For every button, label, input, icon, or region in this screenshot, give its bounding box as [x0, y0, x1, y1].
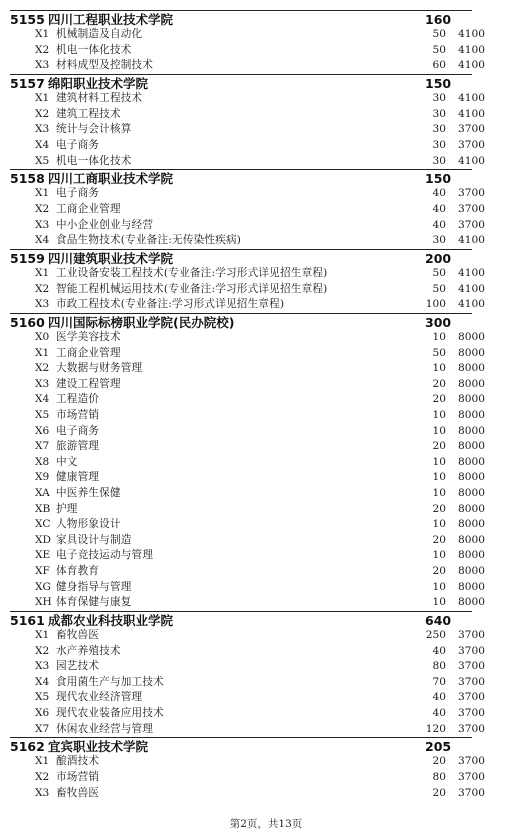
- major-row: [0, 43, 532, 59]
- major-row: [0, 786, 532, 802]
- major-tuition: 3700: [458, 675, 485, 688]
- major-quota: 10: [432, 362, 446, 375]
- major-tuition: 3700: [458, 203, 485, 215]
- major-row: [0, 91, 532, 107]
- major-quota: 60: [432, 59, 446, 72]
- major-name: 电子商务: [56, 424, 100, 437]
- major-tuition: 8000: [458, 424, 485, 437]
- major-tuition: 3700: [458, 722, 485, 735]
- major-row: [0, 580, 532, 596]
- major-name: 电子商务: [56, 187, 100, 200]
- major-tuition: 4100: [458, 59, 485, 72]
- major-code: XF: [35, 565, 50, 577]
- major-row: [0, 706, 532, 722]
- school-total-quota: 640: [425, 612, 452, 628]
- major-name: 体育保健与康复: [56, 596, 132, 609]
- major-tuition: 3700: [458, 786, 485, 799]
- school-code: 5160: [10, 314, 45, 330]
- major-name: 旅游管理: [56, 440, 100, 453]
- major-code: X4: [35, 139, 50, 151]
- major-tuition: 3700: [458, 660, 485, 673]
- major-tuition: 3700: [458, 139, 485, 151]
- major-quota: 50: [432, 267, 446, 279]
- major-tuition: 8000: [458, 471, 485, 484]
- major-tuition: 8000: [458, 362, 485, 375]
- page-footer: 第2页，共13页: [229, 818, 303, 830]
- major-row: [0, 722, 532, 738]
- major-name: 工商企业管理: [56, 346, 121, 359]
- major-tuition: 4100: [458, 154, 485, 167]
- major-tuition: 8000: [458, 596, 485, 609]
- major-quota: 80: [432, 771, 446, 783]
- major-row: [0, 138, 532, 154]
- major-tuition: 3700: [458, 629, 485, 641]
- major-name: 建设工程管理: [56, 377, 121, 390]
- major-tuition: 8000: [458, 440, 485, 453]
- major-tuition: 8000: [458, 393, 485, 406]
- school-name: 成都农业科技职业学院: [48, 612, 174, 628]
- major-code: X2: [35, 43, 50, 56]
- major-tuition: 4100: [458, 298, 485, 311]
- major-code: XB: [35, 502, 51, 515]
- major-quota: 20: [432, 502, 446, 515]
- major-quota: 40: [432, 218, 446, 231]
- major-code: X1: [35, 267, 50, 279]
- major-row: [0, 58, 532, 74]
- major-quota: 20: [432, 755, 446, 768]
- major-row: [0, 754, 532, 770]
- major-code: X5: [35, 691, 50, 704]
- major-name: 酿酒技术: [56, 755, 100, 768]
- major-row: [0, 770, 532, 786]
- major-code: X2: [35, 362, 50, 375]
- major-quota: 10: [432, 424, 446, 437]
- school-name: 宜宾职业技术学院: [48, 739, 149, 755]
- major-tuition: 8000: [458, 331, 485, 343]
- major-quota: 80: [432, 660, 446, 673]
- school-code: 5161: [10, 612, 45, 628]
- major-tuition: 8000: [458, 487, 485, 499]
- school-name: 四川工商职业技术学院: [48, 171, 174, 187]
- major-tuition: 3700: [458, 123, 485, 136]
- major-name: 市政工程技术(专业备注:学习形式详见招生章程): [56, 298, 285, 311]
- major-name: 工程造价: [56, 393, 100, 406]
- major-name: 现代农业经济管理: [56, 691, 143, 704]
- major-name: 人物形象设计: [56, 518, 121, 531]
- school-total-quota: 300: [425, 314, 452, 330]
- major-row: [0, 424, 532, 440]
- major-quota: 30: [432, 234, 446, 247]
- major-code: XD: [35, 533, 52, 546]
- major-code: X1: [35, 629, 50, 641]
- major-tuition: 3700: [458, 771, 485, 783]
- major-quota: 100: [425, 298, 446, 311]
- major-code: X2: [35, 107, 50, 120]
- major-tuition: 3700: [458, 707, 485, 719]
- school-code: 5155: [10, 12, 45, 27]
- school-total-quota: 205: [425, 739, 452, 755]
- major-row: [0, 346, 532, 362]
- major-name: 现代农业装备应用技术: [56, 707, 164, 719]
- major-code: X3: [35, 786, 50, 799]
- major-quota: 40: [432, 707, 446, 719]
- major-quota: 30: [432, 92, 446, 105]
- major-quota: 10: [432, 549, 446, 562]
- major-quota: 40: [432, 644, 446, 657]
- major-quota: 30: [432, 123, 446, 136]
- major-tuition: 3700: [458, 644, 485, 657]
- major-quota: 20: [432, 533, 446, 546]
- major-row: [0, 27, 532, 43]
- major-name: 工业设备安装工程技术(专业备注:学习形式详见招生章程): [56, 267, 328, 279]
- major-quota: 30: [432, 139, 446, 151]
- major-code: X3: [35, 660, 50, 673]
- school-code: 5162: [10, 739, 45, 755]
- major-row: [0, 202, 532, 218]
- major-row: [0, 408, 532, 424]
- major-quota: 20: [432, 377, 446, 390]
- major-row: [0, 107, 532, 123]
- major-quota: 10: [432, 487, 446, 499]
- major-code: X8: [35, 455, 50, 468]
- major-row: [0, 297, 532, 313]
- major-quota: 10: [432, 596, 446, 609]
- major-tuition: 4100: [458, 28, 485, 41]
- major-code: X1: [35, 755, 50, 768]
- major-row: [0, 455, 532, 471]
- major-code: X4: [35, 393, 50, 406]
- major-name: 医学美容技术: [56, 331, 121, 343]
- major-row: [0, 659, 532, 675]
- major-name: 市场营销: [56, 771, 100, 783]
- major-tuition: 4100: [458, 267, 485, 279]
- major-quota: 40: [432, 691, 446, 704]
- major-row: [0, 330, 532, 346]
- major-name: 统计与会计核算: [56, 123, 132, 136]
- major-quota: 10: [432, 471, 446, 484]
- major-row: [0, 533, 532, 549]
- major-code: XE: [35, 549, 51, 562]
- major-quota: 40: [432, 187, 446, 200]
- major-code: X5: [35, 409, 50, 421]
- major-tuition: 8000: [458, 580, 485, 593]
- major-quota: 10: [432, 331, 446, 343]
- school-header-row: [0, 170, 532, 187]
- major-name: 中小企业创业与经营: [56, 218, 154, 231]
- major-code: XG: [35, 580, 52, 593]
- major-name: 市场营销: [56, 409, 100, 421]
- major-tuition: 8000: [458, 533, 485, 546]
- major-tuition: 8000: [458, 549, 485, 562]
- major-code: X6: [35, 707, 50, 719]
- major-row: [0, 628, 532, 644]
- major-row: [0, 186, 532, 202]
- major-name: 食用菌生产与加工技术: [56, 675, 164, 688]
- major-code: X4: [35, 675, 50, 688]
- major-row: [0, 486, 532, 502]
- major-name: 大数据与财务管理: [56, 362, 143, 375]
- major-quota: 120: [425, 722, 446, 735]
- major-row: [0, 470, 532, 486]
- major-name: 畜牧兽医: [56, 629, 100, 641]
- major-tuition: 4100: [458, 282, 485, 295]
- major-code: X5: [35, 154, 50, 167]
- major-code: X7: [35, 722, 50, 735]
- major-code: X2: [35, 203, 50, 215]
- major-tuition: 3700: [458, 755, 485, 768]
- major-code: X2: [35, 282, 50, 295]
- major-name: 智能工程机械运用技术(专业备注:学习形式详见招生章程): [56, 282, 328, 295]
- major-quota: 50: [432, 28, 446, 41]
- major-name: 建筑工程技术: [56, 107, 121, 120]
- major-code: X9: [35, 471, 50, 484]
- major-name: 畜牧兽医: [56, 786, 100, 799]
- school-total-quota: 150: [425, 76, 452, 91]
- major-code: X7: [35, 440, 50, 453]
- major-quota: 20: [432, 393, 446, 406]
- major-code: X1: [35, 92, 50, 105]
- major-code: X3: [35, 298, 50, 311]
- major-tuition: 8000: [458, 518, 485, 531]
- major-name: 中文: [56, 455, 78, 468]
- major-name: 休闲农业经营与管理: [56, 722, 154, 735]
- major-row: [0, 644, 532, 660]
- major-name: 机电一体化技术: [56, 154, 132, 167]
- major-row: [0, 548, 532, 564]
- major-quota: 10: [432, 409, 446, 421]
- major-row: [0, 266, 532, 282]
- major-row: [0, 377, 532, 393]
- school-code: 5157: [10, 76, 45, 91]
- school-header-row: [0, 250, 532, 267]
- major-row: [0, 690, 532, 706]
- major-name: 健身指导与管理: [56, 580, 132, 593]
- major-tuition: 4100: [458, 234, 485, 247]
- major-code: X3: [35, 59, 50, 72]
- major-code: X3: [35, 377, 50, 390]
- major-code: X3: [35, 218, 50, 231]
- major-quota: 50: [432, 282, 446, 295]
- major-row: [0, 564, 532, 580]
- major-row: [0, 154, 532, 170]
- major-name: 电子竞技运动与管理: [56, 549, 154, 562]
- school-code: 5158: [10, 171, 45, 187]
- major-tuition: 8000: [458, 409, 485, 421]
- major-name: 护理: [56, 502, 78, 515]
- major-name: 工商企业管理: [56, 203, 121, 215]
- major-row: [0, 502, 532, 518]
- school-header-row: [0, 314, 532, 331]
- major-name: 水产养殖技术: [56, 644, 121, 657]
- major-code: X3: [35, 123, 50, 136]
- major-code: X6: [35, 424, 50, 437]
- major-tuition: 3700: [458, 187, 485, 200]
- major-code: XA: [35, 487, 50, 499]
- major-code: XH: [35, 596, 52, 609]
- major-tuition: 4100: [458, 43, 485, 56]
- major-code: X2: [35, 771, 50, 783]
- major-quota: 40: [432, 203, 446, 215]
- major-name: 家具设计与制造: [56, 533, 132, 546]
- school-code: 5159: [10, 250, 45, 266]
- major-name: 体育教育: [56, 565, 100, 577]
- major-row: [0, 122, 532, 138]
- major-code: XC: [35, 518, 51, 531]
- major-tuition: 8000: [458, 377, 485, 390]
- major-quota: 70: [432, 675, 446, 688]
- major-row: [0, 517, 532, 533]
- school-name: 四川建筑职业技术学院: [48, 250, 174, 266]
- major-quota: 20: [432, 440, 446, 453]
- major-code: X2: [35, 644, 50, 657]
- major-quota: 10: [432, 518, 446, 531]
- school-header-row: [0, 612, 532, 629]
- school-name: 四川工程职业技术学院: [48, 12, 174, 27]
- major-tuition: 8000: [458, 455, 485, 468]
- major-quota: 20: [432, 565, 446, 577]
- major-row: [0, 282, 532, 298]
- major-name: 食品生物技术(专业备注:无传染性疾病): [56, 234, 242, 247]
- major-row: [0, 218, 532, 234]
- school-header-row: [0, 11, 532, 28]
- school-header-row: [0, 75, 532, 92]
- major-code: X1: [35, 346, 50, 359]
- major-tuition: 3700: [458, 691, 485, 704]
- major-name: 材料成型及控制技术: [56, 59, 154, 72]
- major-tuition: 8000: [458, 346, 485, 359]
- major-tuition: 8000: [458, 502, 485, 515]
- major-name: 园艺技术: [56, 660, 100, 673]
- major-name: 中医养生保健: [56, 487, 121, 499]
- major-code: X4: [35, 234, 50, 247]
- major-name: 健康管理: [56, 471, 100, 484]
- major-name: 电子商务: [56, 139, 100, 151]
- major-row: [0, 392, 532, 408]
- school-total-quota: 150: [425, 171, 452, 187]
- major-name: 机械制造及自动化: [56, 28, 143, 41]
- major-code: X1: [35, 28, 50, 41]
- school-total-quota: 160: [425, 12, 452, 27]
- major-quota: 50: [432, 43, 446, 56]
- major-quota: 10: [432, 580, 446, 593]
- major-quota: 10: [432, 455, 446, 468]
- school-header-row: [0, 738, 532, 755]
- major-name: 机电一体化技术: [56, 43, 132, 56]
- major-tuition: 3700: [458, 218, 485, 231]
- major-quota: 250: [425, 629, 446, 641]
- major-tuition: 8000: [458, 565, 485, 577]
- major-name: 建筑材料工程技术: [56, 92, 143, 105]
- major-tuition: 4100: [458, 92, 485, 105]
- major-code: X1: [35, 187, 50, 200]
- major-tuition: 4100: [458, 107, 485, 120]
- school-name: 绵阳职业技术学院: [48, 76, 149, 91]
- major-quota: 30: [432, 154, 446, 167]
- major-row: [0, 439, 532, 455]
- major-quota: 30: [432, 107, 446, 120]
- major-quota: 50: [432, 346, 446, 359]
- major-quota: 20: [432, 786, 446, 799]
- major-row: [0, 361, 532, 377]
- major-row: [0, 595, 532, 611]
- school-total-quota: 200: [425, 250, 452, 266]
- major-code: X0: [35, 331, 50, 343]
- major-row: [0, 233, 532, 249]
- school-name: 四川国际标榜职业学院(民办院校): [48, 314, 235, 330]
- major-row: [0, 675, 532, 691]
